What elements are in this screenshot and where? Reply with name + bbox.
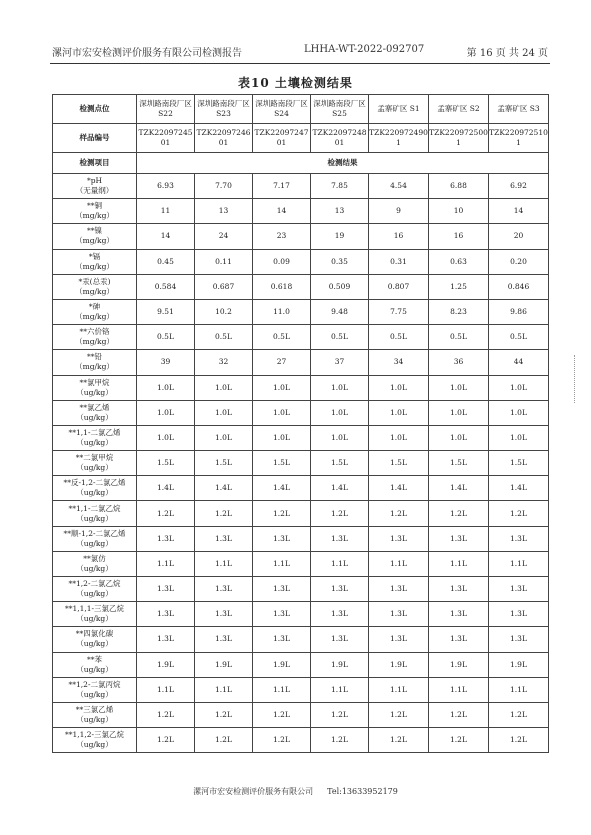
value-cell: 1.1L (137, 677, 195, 702)
value-cell: 19 (311, 224, 369, 249)
value-cell: 7.70 (195, 174, 253, 199)
item-unit: （ug/kg） (76, 740, 113, 750)
value-cell: 1.0L (137, 375, 195, 400)
value-cell: 0.584 (137, 274, 195, 299)
value-cell: 1.2L (253, 501, 311, 526)
item-cell (53, 350, 137, 375)
value-cell: 1.4L (253, 476, 311, 501)
value-cell: 0.45 (137, 249, 195, 274)
value-cell: 1.2L (489, 702, 549, 727)
value-cell: 1.2L (429, 728, 489, 753)
item-cell (53, 249, 137, 274)
item-unit: （ug/kg） (76, 614, 113, 624)
value-cell: 0.31 (369, 249, 429, 274)
value-cell: 1.3L (489, 526, 549, 551)
value-cell: 1.3L (429, 526, 489, 551)
item-cell (53, 627, 137, 652)
item-unit: （mg/kg） (75, 236, 114, 246)
footer-tel: Tel:13633952179 (327, 787, 398, 796)
sample-label: 样品编号 (53, 124, 137, 153)
value-cell: 27 (253, 350, 311, 375)
item-cell (53, 451, 137, 476)
item-cell (53, 728, 137, 753)
value-cell: 1.0L (137, 400, 195, 425)
value-cell: 1.0L (489, 400, 549, 425)
value-cell: 1.3L (195, 577, 253, 602)
item-unit: （ug/kg） (76, 387, 113, 397)
value-cell: 1.3L (369, 526, 429, 551)
item-name: **三氯乙烯 (75, 705, 114, 715)
point-header-cell: 深圳路南段厂区 S25 (311, 95, 369, 124)
value-cell: 1.1L (369, 551, 429, 576)
value-cell: 1.3L (137, 627, 195, 652)
value-cell: 1.9L (489, 652, 549, 677)
page-footer (0, 786, 591, 797)
value-cell: 24 (195, 224, 253, 249)
sample-id-cell: TZK2209724601 (195, 124, 253, 153)
point-header-cell: 深圳路南段厂区 S22 (137, 95, 195, 124)
value-cell: 1.3L (137, 602, 195, 627)
item-unit: （ug/kg） (76, 437, 113, 447)
item-unit: （ug/kg） (76, 538, 113, 548)
value-cell: 11.0 (253, 299, 311, 324)
value-cell: 0.687 (195, 274, 253, 299)
table-row (53, 526, 549, 551)
value-cell: 1.2L (195, 501, 253, 526)
value-cell: 1.1L (253, 551, 311, 576)
item-unit: （ug/kg） (76, 488, 113, 498)
value-cell: 9.51 (137, 299, 195, 324)
table-row (53, 652, 549, 677)
value-cell: 6.92 (489, 174, 549, 199)
item-cell (53, 577, 137, 602)
value-cell: 1.3L (311, 577, 369, 602)
value-cell: 1.4L (369, 476, 429, 501)
sample-id-cell: TZK2209725101 (489, 124, 549, 153)
value-cell: 4.54 (369, 174, 429, 199)
value-cell: 1.0L (253, 400, 311, 425)
value-cell: 0.618 (253, 274, 311, 299)
item-header-row (53, 153, 549, 174)
value-cell: 32 (195, 350, 253, 375)
item-cell (53, 299, 137, 324)
table-row (53, 702, 549, 727)
value-cell: 1.5L (311, 451, 369, 476)
point-header-cell: 深圳路南段厂区 S23 (195, 95, 253, 124)
value-cell: 1.4L (311, 476, 369, 501)
value-cell: 1.3L (137, 577, 195, 602)
value-cell: 0.5L (369, 325, 429, 350)
value-cell: 1.1L (195, 677, 253, 702)
item-cell (53, 375, 137, 400)
item-unit: （mg/kg） (75, 337, 114, 347)
value-cell: 1.2L (489, 728, 549, 753)
item-cell (53, 551, 137, 576)
value-cell: 1.4L (489, 476, 549, 501)
item-unit: （mg/kg） (75, 312, 114, 322)
value-cell: 1.3L (311, 602, 369, 627)
table-row (53, 350, 549, 375)
value-cell: 0.5L (429, 325, 489, 350)
value-cell: 1.2L (253, 728, 311, 753)
value-cell: 1.9L (429, 652, 489, 677)
item-name: **1,1-二氯乙烯 (68, 427, 121, 437)
value-cell: 1.9L (311, 652, 369, 677)
value-cell: 1.1L (195, 551, 253, 576)
value-cell: 1.2L (369, 728, 429, 753)
table-row (53, 627, 549, 652)
item-name: **四氯化碳 (75, 629, 114, 639)
value-cell: 7.17 (253, 174, 311, 199)
item-name: **1,1,1-三氯乙烷 (64, 604, 125, 614)
value-cell: 1.0L (195, 375, 253, 400)
sample-id-cell: TZK2209724501 (137, 124, 195, 153)
value-cell: 0.5L (489, 325, 549, 350)
value-cell: 1.0L (429, 400, 489, 425)
item-unit: （mg/kg） (75, 286, 114, 296)
value-cell: 1.2L (195, 728, 253, 753)
table-row (53, 400, 549, 425)
value-cell: 39 (137, 350, 195, 375)
value-cell: 1.0L (489, 425, 549, 450)
item-name: *pH (86, 176, 103, 186)
item-cell (53, 400, 137, 425)
table-row (53, 174, 549, 199)
sample-id-cell: TZK2209725001 (429, 124, 489, 153)
point-header-cell: 孟寨矿区 S2 (429, 95, 489, 124)
value-cell: 1.3L (311, 526, 369, 551)
value-cell: 1.2L (429, 702, 489, 727)
value-cell: 1.4L (137, 476, 195, 501)
item-name: **铜 (87, 201, 102, 211)
value-cell: 0.5L (253, 325, 311, 350)
value-cell: 16 (429, 224, 489, 249)
value-cell: 1.3L (429, 627, 489, 652)
item-cell (53, 702, 137, 727)
value-cell: 9.48 (311, 299, 369, 324)
value-cell: 1.2L (137, 702, 195, 727)
table-row (53, 299, 549, 324)
item-name: *汞(总汞) (78, 276, 111, 286)
value-cell: 1.1L (429, 551, 489, 576)
point-label: 检测点位 (53, 95, 137, 124)
value-cell: 1.3L (489, 627, 549, 652)
value-cell: 1.5L (137, 451, 195, 476)
value-cell: 1.0L (489, 375, 549, 400)
item-cell (53, 199, 137, 224)
header-report-number: LHHA-WT-2022-092707 (304, 44, 425, 55)
table-row (53, 274, 549, 299)
value-cell: 10 (429, 199, 489, 224)
value-cell: 1.3L (311, 627, 369, 652)
item-cell (53, 174, 137, 199)
value-cell: 34 (369, 350, 429, 375)
item-unit: （ug/kg） (76, 563, 113, 573)
value-cell: 1.2L (195, 702, 253, 727)
value-cell: 11 (137, 199, 195, 224)
point-header-cell: 孟寨矿区 S1 (369, 95, 429, 124)
value-cell: 8.23 (429, 299, 489, 324)
value-cell: 1.2L (253, 702, 311, 727)
item-cell (53, 677, 137, 702)
value-cell: 1.4L (195, 476, 253, 501)
value-cell: 1.0L (429, 425, 489, 450)
value-cell: 14 (253, 199, 311, 224)
value-cell: 1.3L (489, 577, 549, 602)
item-unit: （ug/kg） (76, 463, 113, 473)
value-cell: 1.1L (311, 551, 369, 576)
value-cell: 1.9L (195, 652, 253, 677)
value-cell: 1.3L (253, 627, 311, 652)
value-cell: 23 (253, 224, 311, 249)
value-cell: 1.25 (429, 274, 489, 299)
value-cell: 1.1L (429, 677, 489, 702)
value-cell: 1.3L (253, 526, 311, 551)
value-cell: 1.2L (137, 501, 195, 526)
value-cell: 9.86 (489, 299, 549, 324)
value-cell: 1.3L (369, 627, 429, 652)
item-unit: （mg/kg） (75, 261, 114, 271)
item-name: *镉 (88, 251, 101, 261)
item-unit: （无量纲） (75, 186, 114, 196)
value-cell: 44 (489, 350, 549, 375)
value-cell: 1.3L (253, 602, 311, 627)
item-unit: （mg/kg） (75, 362, 114, 372)
value-cell: 0.20 (489, 249, 549, 274)
value-cell: 1.2L (137, 728, 195, 753)
value-cell: 1.2L (311, 702, 369, 727)
value-cell: 20 (489, 224, 549, 249)
item-unit: （ug/kg） (76, 639, 113, 649)
item-name: **氯仿 (83, 553, 106, 563)
value-cell: 1.2L (489, 501, 549, 526)
result-label: 检测结果 (137, 153, 549, 174)
value-cell: 1.9L (253, 652, 311, 677)
point-header-cell: 深圳路南段厂区 S24 (253, 95, 311, 124)
item-cell (53, 652, 137, 677)
value-cell: 1.3L (369, 577, 429, 602)
item-cell (53, 501, 137, 526)
value-cell: 1.1L (137, 551, 195, 576)
value-cell: 37 (311, 350, 369, 375)
value-cell: 1.2L (311, 501, 369, 526)
soil-results-table (52, 94, 549, 753)
item-cell (53, 526, 137, 551)
value-cell: 1.0L (311, 400, 369, 425)
item-name: **氯乙烯 (79, 402, 110, 412)
item-name: **顺-1,2-二氯乙烯 (63, 528, 126, 538)
value-cell: 0.846 (489, 274, 549, 299)
header-company: 漯河市宏安检测评价服务有限公司检测报告 (52, 48, 242, 59)
item-cell (53, 274, 137, 299)
value-cell: 1.1L (489, 551, 549, 576)
value-cell: 1.3L (369, 602, 429, 627)
item-unit: （mg/kg） (75, 211, 114, 221)
item-unit: （ug/kg） (76, 664, 113, 674)
value-cell: 1.5L (489, 451, 549, 476)
table-row (53, 199, 549, 224)
item-name: **氯甲烷 (79, 377, 110, 387)
item-unit: （ug/kg） (76, 412, 113, 422)
value-cell: 1.0L (369, 375, 429, 400)
table-row (53, 224, 549, 249)
footer-company: 漯河市宏安检测评价服务有限公司 (193, 787, 314, 796)
value-cell: 9 (369, 199, 429, 224)
item-unit: （ug/kg） (76, 689, 113, 699)
item-name: **铅 (87, 352, 102, 362)
value-cell: 1.9L (137, 652, 195, 677)
value-cell: 1.1L (253, 677, 311, 702)
table-row (53, 451, 549, 476)
item-cell (53, 602, 137, 627)
item-name: **二氯甲烷 (75, 453, 114, 463)
value-cell: 0.63 (429, 249, 489, 274)
edge-mark (574, 355, 577, 403)
table-row (53, 677, 549, 702)
value-cell: 1.5L (253, 451, 311, 476)
value-cell: 13 (311, 199, 369, 224)
item-cell (53, 476, 137, 501)
value-cell: 1.0L (429, 375, 489, 400)
value-cell: 16 (369, 224, 429, 249)
value-cell: 1.3L (429, 602, 489, 627)
value-cell: 1.0L (311, 425, 369, 450)
item-name: *砷 (88, 302, 101, 312)
value-cell: 10.2 (195, 299, 253, 324)
value-cell: 1.5L (369, 451, 429, 476)
value-cell: 1.3L (195, 602, 253, 627)
value-cell: 1.2L (369, 702, 429, 727)
table-row (53, 476, 549, 501)
item-name: **镍 (87, 226, 102, 236)
value-cell: 1.0L (369, 400, 429, 425)
item-cell (53, 425, 137, 450)
table-row (53, 425, 549, 450)
value-cell: 1.9L (369, 652, 429, 677)
value-cell: 13 (195, 199, 253, 224)
sample-id-cell: TZK2209724801 (311, 124, 369, 153)
value-cell: 1.1L (369, 677, 429, 702)
table-row (53, 551, 549, 576)
item-label: 检测项目 (53, 153, 137, 174)
value-cell: 7.75 (369, 299, 429, 324)
sample-id-cell: TZK2209724901 (369, 124, 429, 153)
value-cell: 1.5L (429, 451, 489, 476)
value-cell: 1.2L (369, 501, 429, 526)
value-cell: 1.3L (253, 577, 311, 602)
value-cell: 1.0L (195, 400, 253, 425)
item-unit: （ug/kg） (76, 589, 113, 599)
value-cell: 1.3L (429, 577, 489, 602)
value-cell: 1.2L (429, 501, 489, 526)
value-cell: 0.09 (253, 249, 311, 274)
value-cell: 6.88 (429, 174, 489, 199)
sample-header-row (53, 124, 549, 153)
value-cell: 1.1L (311, 677, 369, 702)
value-cell: 1.0L (195, 425, 253, 450)
header-page-number: 第 16 页 共 24 页 (466, 48, 548, 59)
value-cell: 14 (489, 199, 549, 224)
value-cell: 1.0L (311, 375, 369, 400)
table-row (53, 577, 549, 602)
table-row (53, 728, 549, 753)
item-unit: （ug/kg） (76, 513, 113, 523)
value-cell: 6.93 (137, 174, 195, 199)
item-name: **六价铬 (79, 327, 110, 337)
value-cell: 1.2L (311, 728, 369, 753)
table-row (53, 602, 549, 627)
sample-id-cell: TZK2209724701 (253, 124, 311, 153)
point-header-cell: 孟寨矿区 S3 (489, 95, 549, 124)
value-cell: 1.5L (195, 451, 253, 476)
value-cell: 1.0L (253, 425, 311, 450)
item-name: **1,2-二氯丙烷 (68, 679, 121, 689)
value-cell: 0.11 (195, 249, 253, 274)
item-cell (53, 224, 137, 249)
value-cell: 1.3L (137, 526, 195, 551)
value-cell: 1.0L (253, 375, 311, 400)
item-unit: （ug/kg） (76, 715, 113, 725)
value-cell: 1.0L (369, 425, 429, 450)
value-cell: 14 (137, 224, 195, 249)
value-cell: 1.0L (137, 425, 195, 450)
value-cell: 0.5L (311, 325, 369, 350)
page-header (52, 44, 548, 60)
value-cell: 1.3L (195, 526, 253, 551)
table-row (53, 501, 549, 526)
value-cell: 1.3L (195, 627, 253, 652)
header-divider (50, 63, 550, 64)
item-cell (53, 325, 137, 350)
item-name: **1,1,2-三氯乙烷 (64, 730, 125, 740)
value-cell: 1.3L (489, 602, 549, 627)
value-cell: 0.35 (311, 249, 369, 274)
value-cell: 0.807 (369, 274, 429, 299)
point-header-row (53, 95, 549, 124)
item-name: **苯 (87, 654, 102, 664)
value-cell: 1.1L (489, 677, 549, 702)
table-row (53, 325, 549, 350)
value-cell: 0.5L (137, 325, 195, 350)
table-row (53, 249, 549, 274)
table-row (53, 375, 549, 400)
item-name: **1,2-二氯乙烷 (68, 579, 121, 589)
value-cell: 1.4L (429, 476, 489, 501)
item-name: **反-1,2-二氯乙烯 (63, 478, 126, 488)
item-name: **1,1-二氯乙烷 (68, 503, 121, 513)
value-cell: 0.5L (195, 325, 253, 350)
value-cell: 0.509 (311, 274, 369, 299)
table-title: 表10 土壤检测结果 (238, 76, 353, 90)
value-cell: 7.85 (311, 174, 369, 199)
value-cell: 36 (429, 350, 489, 375)
